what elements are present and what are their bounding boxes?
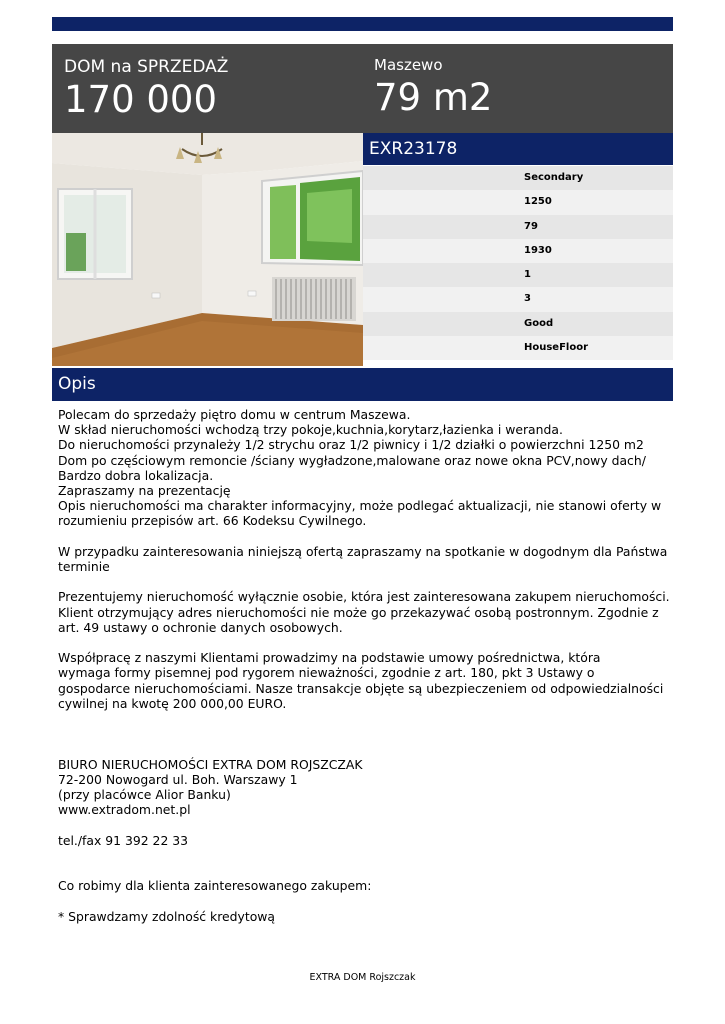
spec-row-condition bbox=[363, 312, 673, 336]
description-line: BIURO NIERUCHOMOŚCI EXTRA DOM ROJSZCZAK bbox=[58, 756, 363, 772]
description-line: art. 49 ustawy o ochronie danych osobowych. bbox=[58, 619, 343, 635]
description-line: Klient otrzymujący adres nieruchomości nie może go przekazywać osobą postronnym. Zgodnie z bbox=[58, 604, 659, 620]
description-line: (przy placówce Alior Banku) bbox=[58, 786, 231, 802]
spec-value: 1 bbox=[524, 269, 531, 281]
description-line: Dom po częściowym remoncie /ściany wygładzone,malowane oraz nowe okna PCV,nowy dach/ bbox=[58, 452, 646, 468]
spec-row-plot-area bbox=[363, 190, 673, 214]
spec-value: HouseFloor bbox=[524, 342, 589, 354]
spec-value: 1250 bbox=[524, 196, 552, 208]
description-line: 72-200 Nowogard ul. Boh. Warszawy 1 bbox=[58, 771, 298, 787]
description-line: Do nieruchomości przynależy 1/2 strychu oraz 1/2 piwnicy i 1/2 działki o powierzchni 1250 m2 bbox=[58, 437, 644, 453]
specs-table bbox=[363, 166, 673, 360]
description-line: tel./fax 91 392 22 33 bbox=[58, 832, 189, 848]
description-line: rozumieniu przepisów art. 66 Kodeksu Cywilnego. bbox=[58, 513, 367, 529]
description-line bbox=[58, 817, 668, 832]
description-line: Co robimy dla klienta zainteresowanego zakupem: bbox=[58, 878, 372, 894]
city-label: Maszewo bbox=[374, 56, 443, 74]
property-type-label: DOM na SPRZEDAŻ bbox=[64, 57, 229, 77]
description-line: wymaga formy pisemnej pod rygorem nieważności, zgodnie z art. 180, pkt 3 Ustawy o bbox=[58, 665, 595, 681]
area-label: 79 m2 bbox=[374, 76, 493, 119]
description-line: gospodarce nieruchomościami. Nasze transakcje objęte są ubezpieczeniem od odpowiedzialności bbox=[58, 680, 664, 696]
description-line: Współpracę z naszymi Klientami prowadzimy na podstawie umowy pośrednictwa, która bbox=[58, 650, 601, 666]
section-title: Opis bbox=[52, 368, 673, 401]
description-line: * Sprawdzamy zdolność kredytową bbox=[58, 908, 276, 924]
description bbox=[58, 407, 668, 924]
top-accent-bar bbox=[52, 17, 673, 31]
description-line: W przypadku zainteresowania niniejszą ofertą zapraszamy na spotkanie w dogodnym dla Państwa bbox=[58, 543, 668, 559]
spec-row-year-built bbox=[363, 239, 673, 263]
spec-row-type bbox=[363, 336, 673, 360]
spec-value: 1930 bbox=[524, 244, 552, 256]
description-line bbox=[58, 741, 668, 756]
description-line: Polecam do sprzedaży piętro domu w centrum Maszewa. bbox=[58, 407, 411, 422]
description-line: Prezentujemy nieruchomość wyłącznie osobie, która jest zainteresowana zakupem nieruchomości. bbox=[58, 589, 670, 605]
spec-row-rooms bbox=[363, 287, 673, 311]
property-photo bbox=[52, 133, 363, 366]
header-right bbox=[374, 56, 492, 120]
description-line: Bardzo dobra lokalizacja. bbox=[58, 467, 214, 483]
spec-row-floors bbox=[363, 263, 673, 287]
spec-row-living-area bbox=[363, 215, 673, 239]
header-left bbox=[64, 56, 228, 122]
description-line bbox=[58, 863, 668, 878]
description-line: terminie bbox=[58, 559, 110, 575]
description-line: cywilnej na kwotę 200 000,00 EURO. bbox=[58, 695, 287, 711]
description-line: W skład nieruchomości wchodzą trzy pokoje,kuchnia,korytarz,łazienka i weranda. bbox=[58, 422, 563, 438]
description-line bbox=[58, 574, 668, 589]
description-line: Zapraszamy na prezentację bbox=[58, 483, 231, 499]
description-line bbox=[58, 726, 668, 741]
listing-header bbox=[52, 44, 673, 133]
price: 170 000 bbox=[64, 78, 218, 121]
footer-text: EXTRA DOM Rojszczak bbox=[309, 972, 416, 983]
spec-value: 3 bbox=[524, 293, 531, 305]
description-line bbox=[58, 711, 668, 726]
spec-value: Secondary bbox=[524, 172, 584, 183]
description-line bbox=[58, 893, 668, 908]
description-line: www.extradom.net.pl bbox=[58, 802, 191, 818]
spec-value: Good bbox=[524, 317, 554, 329]
spec-row-market bbox=[363, 166, 673, 190]
spec-value: 79 bbox=[524, 220, 538, 232]
description-line: Opis nieruchomości ma charakter informacyjny, może podlegać aktualizacji, nie stanowi oferty w bbox=[58, 498, 662, 514]
description-line bbox=[58, 848, 668, 863]
description-line bbox=[58, 635, 668, 650]
description-line bbox=[58, 529, 668, 544]
reference-number: EXR23178 bbox=[363, 133, 673, 165]
